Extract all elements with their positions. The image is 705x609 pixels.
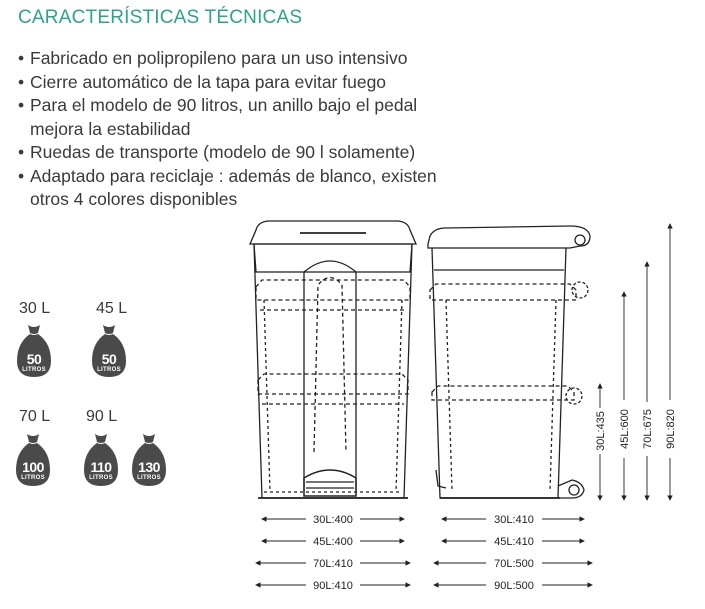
bag-capacity-number: 110 [90, 459, 112, 475]
side-depth-90: 90L:500 [494, 580, 534, 592]
front-view-bin [250, 221, 416, 498]
height-70: 70L:675 [642, 409, 654, 449]
height-30: 30L:435 [595, 411, 607, 451]
bag-capacity-unit: LITROS [89, 475, 113, 481]
front-width-45: 45L:400 [313, 536, 353, 548]
height-90: 90L:820 [665, 409, 677, 449]
bag-capacity-number: 100 [22, 459, 44, 475]
side-view-bin [428, 226, 590, 498]
side-dimension-lines [434, 519, 592, 585]
section-title: CARACTERÍSTICAS TÉCNICAS [18, 7, 303, 28]
bag-capacity-unit: LITROS [97, 367, 121, 373]
capacity-label-70: 70 L [19, 408, 51, 425]
bag-capacity-unit: LITROS [137, 475, 161, 481]
height-dimension-lines [600, 224, 670, 500]
feature-item: • Para el modelo de 90 litros, un anillo bajo el pedal mejora la estabilidad [18, 94, 468, 141]
feature-item: • Cierre automático de la tapa para evitar fuego [18, 71, 468, 95]
side-depth-70: 70L:500 [494, 558, 534, 570]
bag-capacity-unit: LITROS [22, 367, 46, 373]
front-width-70: 70L:410 [313, 558, 353, 570]
feature-item: • Adaptado para reciclaje : además de blanco, existen otros 4 colores disponibles [18, 165, 468, 212]
capacity-label-30: 30 L [19, 300, 51, 317]
bag-capacity-number: 130 [138, 459, 160, 475]
side-depth-45: 45L:410 [494, 536, 534, 548]
feature-item: • Ruedas de transporte (modelo de 90 l solamente) [18, 141, 468, 165]
front-width-30: 30L:400 [313, 514, 353, 526]
feature-item: • Fabricado en polipropileno para un uso intensivo [18, 47, 468, 71]
bag-capacity-number: 50 [26, 351, 42, 367]
front-dimension-lines [256, 519, 410, 585]
capacity-label-90: 90 L [86, 408, 118, 425]
height-45: 45L:600 [619, 409, 631, 449]
bag-capacity-number: 50 [101, 351, 117, 367]
capacity-label-45: 45 L [96, 300, 128, 317]
front-width-90: 90L:410 [313, 580, 353, 592]
side-depth-30: 30L:410 [494, 514, 534, 526]
bag-capacity-unit: LITROS [21, 475, 45, 481]
